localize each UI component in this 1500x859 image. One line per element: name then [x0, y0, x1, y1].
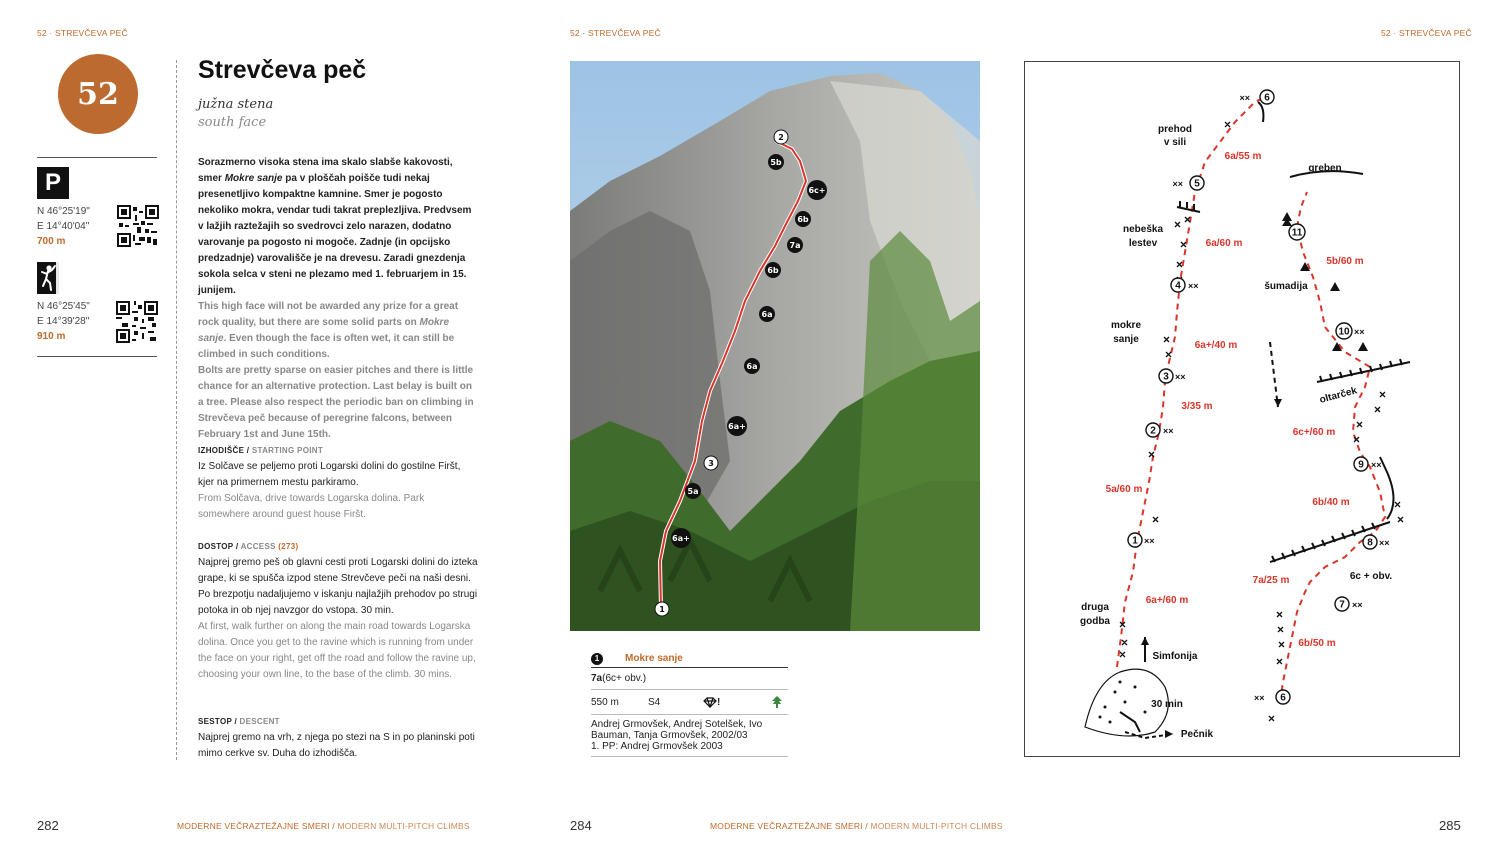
svg-text:šumadija: šumadija — [1264, 281, 1308, 292]
svg-text:6a: 6a — [746, 362, 758, 371]
parking-icon: P — [37, 167, 69, 199]
svg-text:6: 6 — [1280, 692, 1286, 704]
topo-belay — [1190, 176, 1204, 190]
footer-book-title-center: MODERNE VEČRAZTEŽAJNE SMERI / MODERN MULTI-PITCH CLIMBS — [710, 821, 1003, 831]
pitch-label — [787, 237, 803, 253]
page-number-right: 285 — [1439, 818, 1461, 833]
route-header — [591, 651, 788, 666]
svg-text:mokre: mokre — [1110, 320, 1142, 331]
svg-text:5a: 5a — [687, 487, 699, 496]
route-grade: 7a (6c+ obv.) — [591, 673, 647, 684]
svg-text:11: 11 — [1291, 227, 1303, 239]
svg-text:6b: 6b — [797, 215, 809, 224]
topo-belay — [1171, 278, 1185, 292]
pitch-label — [744, 358, 760, 374]
svg-text:××: ×× — [1352, 600, 1363, 610]
svg-text:5a/60 m: 5a/60 m — [1105, 484, 1143, 495]
svg-text:sanje: sanje — [1113, 334, 1139, 345]
svg-text:30 min: 30 min — [1151, 699, 1183, 710]
crag-photo — [570, 61, 980, 631]
access-section: DOSTOP / ACCESS (273) Najprej gremo peš ob glavni cesti proti Logarski dolini do izteka grape, ki se spušča izpod stene Strevčeve peči na naši desni. Po brezpotju nadaljujemo v iskanju najlažjih prehodov po strugi potoka in ob njej navzgor do vstopa. 30 min. At first, walk further on along the main road towards Logarska dolina. Once you get to the ravine which is running from under the face on your right, get off the road and follow the ravine up, choosing your own line, to the base of the climb. 30 mins. — [198, 539, 478, 683]
rock-quality — [703, 697, 771, 708]
pitch-label — [671, 528, 691, 548]
svg-text:5b/60 m: 5b/60 m — [1326, 256, 1364, 267]
crag-title: Strevčeva peč — [198, 56, 367, 84]
pitch-label — [807, 180, 827, 200]
topo-belay — [1354, 457, 1368, 471]
svg-text:godba: godba — [1080, 616, 1110, 627]
svg-text:××: ×× — [1254, 693, 1265, 703]
divider — [37, 157, 157, 158]
svg-text:6c + obv.: 6c + obv. — [1349, 571, 1393, 582]
svg-text:2: 2 — [778, 133, 784, 142]
parking-qr-code[interactable] — [117, 205, 159, 247]
route-info — [591, 651, 788, 757]
topo-belay — [1260, 90, 1274, 104]
pitch-label — [759, 306, 775, 322]
running-head-left: 52 · STREVČEVA PEČ — [37, 28, 128, 38]
section-heading: IZHODIŠČE / STARTING POINT — [198, 446, 324, 455]
svg-text:3: 3 — [708, 459, 714, 468]
topo-belay — [1289, 224, 1305, 240]
svg-text:6a/55 m: 6a/55 m — [1224, 151, 1262, 162]
section-heading: DOSTOP / ACCESS (273) — [198, 542, 299, 551]
descent-section: SESTOP / DESCENT Najprej gremo na vrh, z njega po stezi na S in po planinski poti mimo cerkve sv. Duha do izhodišča. — [198, 714, 478, 762]
topo-belay — [1276, 690, 1290, 704]
topo-belay — [1363, 535, 1377, 549]
svg-text:8: 8 — [1367, 537, 1373, 549]
svg-text:3/35 m: 3/35 m — [1181, 401, 1213, 412]
svg-text:××: ×× — [1144, 536, 1155, 546]
topo-belay — [1335, 597, 1349, 611]
route-length: 550 m — [591, 696, 619, 708]
svg-text:6a/60 m: 6a/60 m — [1205, 238, 1243, 249]
svg-text:v sili: v sili — [1163, 137, 1187, 148]
intro-en-2: Bolts are pretty sparse on easier pitches and there is little chance for an alternative protection. Last belay is built on a tree. Please also respect the periodic ban on climbing in Strevčeva peč because of peregrine falcons, between February 1st and June 15th. — [198, 365, 474, 440]
svg-text:7: 7 — [1339, 599, 1345, 611]
svg-text:6c+: 6c+ — [808, 186, 826, 195]
pitch-label — [685, 483, 701, 499]
start-coordinates — [37, 299, 90, 344]
parking-lon: E 14°40'04" — [37, 221, 90, 232]
svg-text:4: 4 — [1175, 280, 1181, 292]
start-alt: 910 m — [37, 331, 66, 342]
divider — [591, 714, 788, 715]
svg-text:2: 2 — [1150, 425, 1156, 437]
svg-text:6a: 6a — [761, 310, 773, 319]
svg-text:××: ×× — [1379, 538, 1390, 548]
svg-text:nebeška: nebeška — [1122, 224, 1164, 235]
svg-text:10: 10 — [1338, 326, 1350, 338]
tree-icon — [771, 695, 783, 709]
svg-text:6b/50 m: 6b/50 m — [1298, 638, 1336, 649]
parking-coordinates — [37, 204, 90, 249]
route-authors: Andrej Grmovšek, Andrej Sotelšek, Ivo Bauman, Tanja Grmovšek, 2002/03 — [591, 719, 763, 741]
svg-text:6c+/60 m: 6c+/60 m — [1292, 427, 1336, 438]
running-head-center: 52 · STREVČEVA PEČ — [570, 28, 661, 38]
belay-marker — [655, 602, 669, 616]
svg-text:prehod: prehod — [1158, 124, 1192, 135]
running-head-right: 52 · STREVČEVA PEČ — [1381, 28, 1472, 38]
section-heading: SESTOP / DESCENT — [198, 717, 280, 726]
svg-text:××: ×× — [1188, 281, 1199, 291]
face-name-en: south face — [198, 115, 267, 130]
start-qr-code[interactable] — [116, 301, 158, 343]
belay-marker — [774, 130, 788, 144]
svg-text:××: ×× — [1354, 327, 1365, 337]
svg-text:druga: druga — [1081, 602, 1109, 613]
parking-lat: N 46°25'19" — [37, 206, 90, 217]
svg-text:6b/40 m: 6b/40 m — [1312, 497, 1350, 508]
svg-text:××: ×× — [1239, 93, 1250, 103]
svg-text:Simfonija: Simfonija — [1152, 651, 1198, 662]
svg-text:××: ×× — [1371, 460, 1382, 470]
svg-text:××: ×× — [1172, 179, 1183, 189]
column-separator — [176, 60, 177, 760]
belay-marker — [704, 456, 718, 470]
pitch-label — [765, 262, 781, 278]
face-name-sl: južna stena — [198, 97, 274, 112]
starting-point-section: IZHODIŠČE / STARTING POINT Iz Solčave se peljemo proti Logarski dolini do gostilne Firšt, kjer na primernem mestu parkiramo. From Solčava, drive towards Logarska dolina. Park somewhere around guest house Firšt. — [198, 443, 478, 523]
svg-text:××: ×× — [1175, 372, 1186, 382]
svg-text:1: 1 — [659, 605, 665, 614]
svg-text:6a+: 6a+ — [728, 422, 746, 431]
route-protection: S4 — [648, 696, 661, 708]
svg-text:6a+/40 m: 6a+/40 m — [1194, 340, 1238, 351]
svg-text:1: 1 — [1132, 535, 1138, 547]
topo-belay — [1159, 369, 1173, 383]
route-first-ascent: 1. PP: Andrej Grmovšek 2003 — [591, 741, 723, 752]
svg-text:5b: 5b — [770, 158, 782, 167]
start-lon: E 14°39'28" — [37, 316, 90, 327]
svg-text:3: 3 — [1163, 371, 1169, 383]
pitch-label — [768, 154, 784, 170]
page-number-center: 284 — [570, 818, 592, 833]
footer-book-title-left: MODERNE VEČRAZTEŽAJNE SMERI / MODERN MULTI-PITCH CLIMBS — [177, 821, 470, 831]
warning-mark: ! — [717, 696, 721, 708]
divider — [591, 756, 788, 757]
topo-belay — [1336, 323, 1352, 339]
gem-icon — [703, 697, 717, 708]
svg-text:5: 5 — [1194, 178, 1200, 190]
climber-icon — [37, 262, 59, 294]
svg-text:6a+/60 m: 6a+/60 m — [1145, 595, 1189, 606]
svg-text:6b: 6b — [767, 266, 779, 275]
start-lat: N 46°25'45" — [37, 301, 90, 312]
page-number-left: 282 — [37, 818, 59, 833]
svg-text:6a+: 6a+ — [672, 534, 690, 543]
svg-text:××: ×× — [1163, 426, 1174, 436]
route-stats — [591, 690, 788, 714]
pitch-label — [795, 211, 811, 227]
intro-text — [198, 155, 478, 443]
route-number-badge: 1 — [591, 653, 603, 665]
svg-text:6: 6 — [1264, 92, 1270, 104]
parking-alt: 700 m — [37, 236, 66, 247]
divider — [37, 356, 157, 357]
topo-belay — [1128, 533, 1142, 547]
pitch-label — [727, 416, 747, 436]
crag-number-badge: 52 — [58, 54, 138, 134]
topo-diagram — [1024, 61, 1460, 757]
topo-belay — [1146, 423, 1160, 437]
svg-text:lestev: lestev — [1128, 238, 1158, 249]
svg-text:oltarček: oltarček — [1318, 385, 1359, 406]
route-name: Mokre sanje — [625, 653, 683, 664]
svg-text:7a: 7a — [789, 241, 801, 250]
svg-text:Pečnik: Pečnik — [1180, 729, 1214, 740]
intro-sl: Sorazmerno visoka stena ima skalo slabše kakovosti, smer Mokre sanje pa v ploščah poišče tudi nekaj presenetljivo kompaktne kamnine. Smer je pogosto nekoliko mokra, vendar tudi takrat preplezljiva. Predvsem v lažjih raztežajih so svedrovci zelo narazen, dodatno varovanje pa pogosto ni mogoče. Zadnje (in opcijsko predzadnje) varovališče je na drevesu. Zaradi gnezdenja sokola selca v steni ne plezamo med 1. februarjem in 15. junijem. — [198, 157, 472, 296]
svg-text:7a/25 m: 7a/25 m — [1252, 575, 1290, 586]
svg-text:greben: greben — [1308, 163, 1342, 174]
svg-text:9: 9 — [1358, 459, 1364, 471]
intro-en: This high face will not be awarded any prize for a great rock quality, but there are some solid parts on Mokre sanje. Even though the face is often wet, it can still be climbed in such conditions. — [198, 301, 459, 360]
